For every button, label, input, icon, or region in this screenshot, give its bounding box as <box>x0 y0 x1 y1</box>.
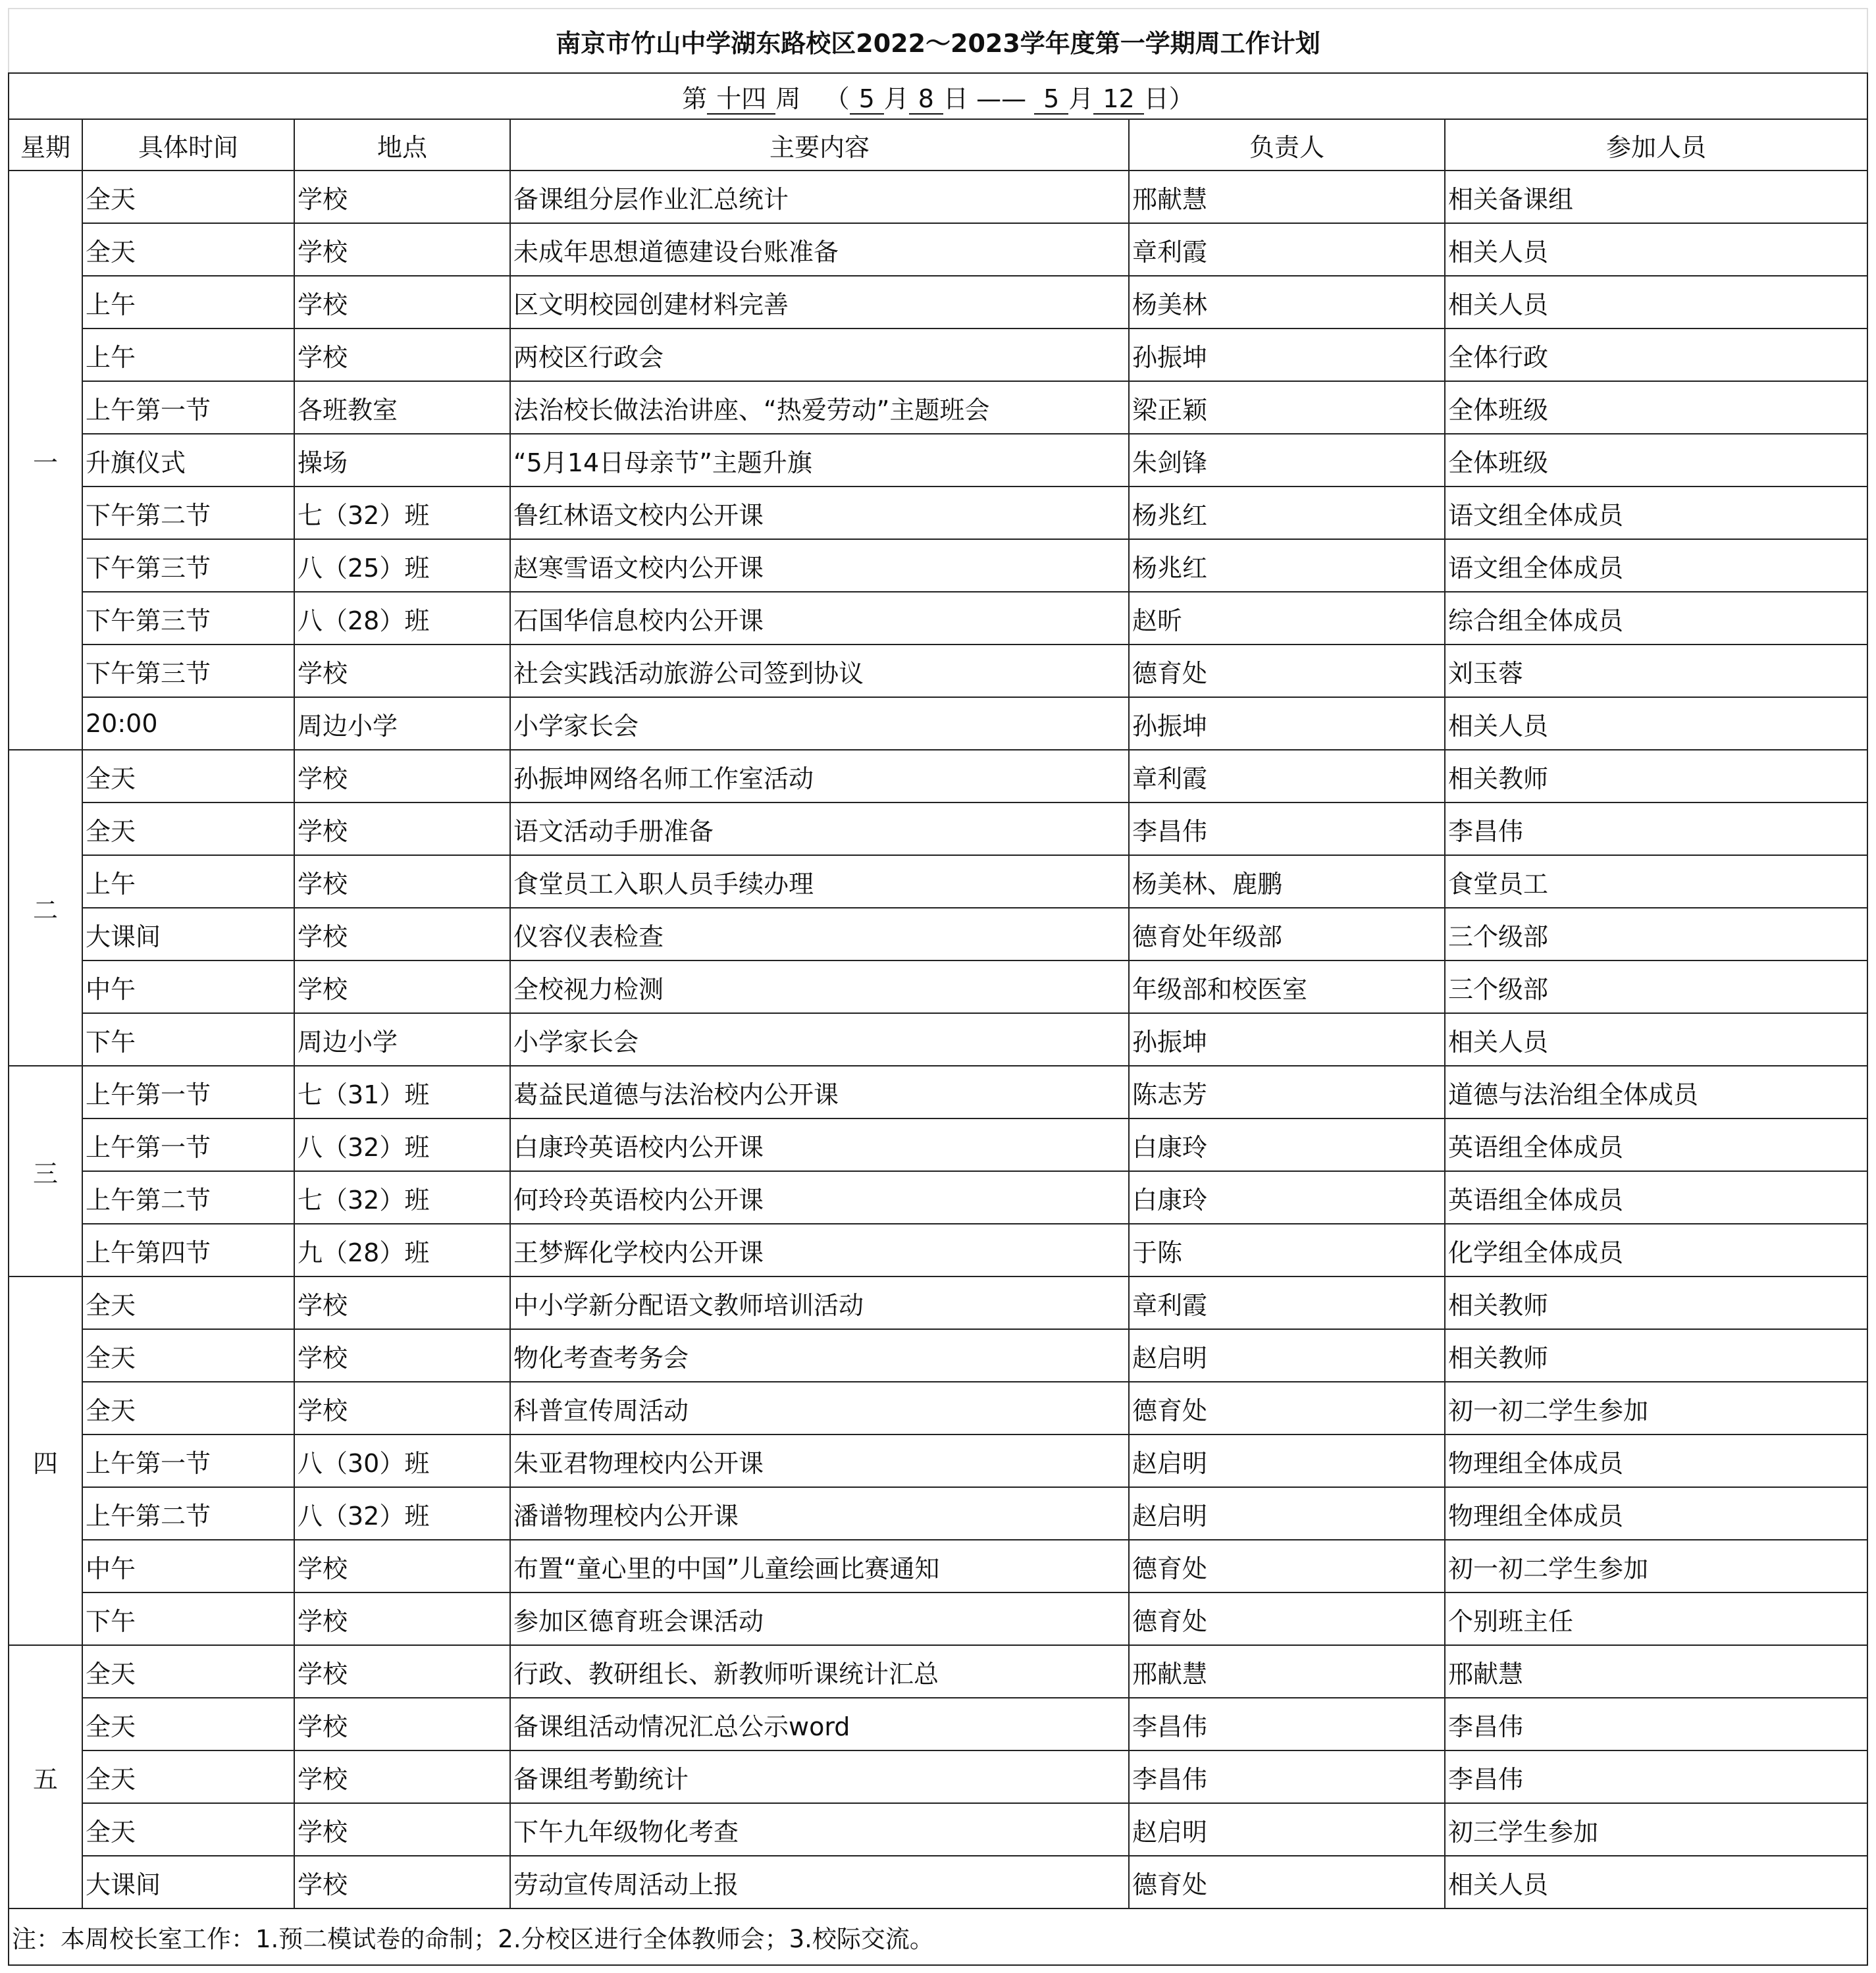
table-row <box>9 1434 1867 1487</box>
cell-time: 下午第二节 <box>82 487 294 539</box>
cell-participants: 全体班级 <box>1445 434 1867 487</box>
cell-location: 学校 <box>294 1382 510 1434</box>
cell-content: 备课组活动情况汇总公示word <box>510 1698 1129 1750</box>
cell-weekday: 四 <box>9 1276 82 1645</box>
week-yue-2: 月 <box>1068 84 1094 113</box>
week-yue-1: 月 <box>883 84 909 113</box>
table-row <box>9 1329 1867 1382</box>
cell-time: 上午第二节 <box>82 1171 294 1224</box>
cell-owner: 赵启明 <box>1129 1803 1445 1856</box>
cell-location: 七（32）班 <box>294 487 510 539</box>
cell-owner: 邢献慧 <box>1129 1645 1445 1698</box>
cell-owner: 白康玲 <box>1129 1118 1445 1171</box>
cell-location: 各班教室 <box>294 381 510 434</box>
week-range <box>9 73 1867 119</box>
cell-owner: 德育处 <box>1129 1540 1445 1592</box>
cell-participants: 全体班级 <box>1445 381 1867 434</box>
week-end-month: 5 <box>1034 84 1068 115</box>
header-owner: 负责人 <box>1129 119 1445 171</box>
cell-content: 全校视力检测 <box>510 960 1129 1013</box>
cell-location: 学校 <box>294 908 510 960</box>
cell-location: 学校 <box>294 645 510 697</box>
table-row <box>9 1118 1867 1171</box>
cell-time: 上午 <box>82 855 294 908</box>
cell-owner: 德育处 <box>1129 1856 1445 1908</box>
cell-content: 参加区德育班会课活动 <box>510 1592 1129 1645</box>
header-row <box>9 119 1867 171</box>
cell-location: 学校 <box>294 1329 510 1382</box>
table-row <box>9 1803 1867 1856</box>
table-row <box>9 1592 1867 1645</box>
cell-location: 周边小学 <box>294 697 510 750</box>
header-location: 地点 <box>294 119 510 171</box>
week-row <box>9 73 1867 119</box>
schedule-sheet <box>8 8 1867 1966</box>
table-row <box>9 434 1867 487</box>
cell-time: 全天 <box>82 171 294 223</box>
header-weekday: 星期 <box>9 119 82 171</box>
cell-content: 潘谱物理校内公开课 <box>510 1487 1129 1540</box>
cell-content: 小学家长会 <box>510 1013 1129 1066</box>
cell-time: 全天 <box>82 802 294 855</box>
week-end-day: 12 <box>1093 84 1143 115</box>
cell-location: 学校 <box>294 1276 510 1329</box>
table-row <box>9 1698 1867 1750</box>
cell-content: 未成年思想道德建设台账准备 <box>510 223 1129 276</box>
table-row <box>9 381 1867 434</box>
cell-time: 上午第一节 <box>82 1434 294 1487</box>
cell-participants: 李昌伟 <box>1445 1750 1867 1803</box>
table-row <box>9 1856 1867 1908</box>
cell-participants: 全体行政 <box>1445 329 1867 381</box>
cell-owner: 杨兆红 <box>1129 539 1445 592</box>
cell-content: 备课组分层作业汇总统计 <box>510 171 1129 223</box>
page-title: 南京市竹山中学湖东路校区2022～2023学年度第一学期周工作计划 <box>9 9 1867 73</box>
cell-time: 全天 <box>82 1750 294 1803</box>
cell-location: 操场 <box>294 434 510 487</box>
cell-time: 全天 <box>82 1382 294 1434</box>
cell-content: 社会实践活动旅游公司签到协议 <box>510 645 1129 697</box>
table-row <box>9 592 1867 645</box>
cell-owner: 杨美林 <box>1129 276 1445 329</box>
cell-location: 学校 <box>294 1592 510 1645</box>
cell-content: 葛益民道德与法治校内公开课 <box>510 1066 1129 1118</box>
table-row <box>9 908 1867 960</box>
cell-time: 全天 <box>82 1276 294 1329</box>
table-row <box>9 802 1867 855</box>
cell-owner: 李昌伟 <box>1129 1750 1445 1803</box>
cell-owner: 孙振坤 <box>1129 697 1445 750</box>
cell-time: 下午 <box>82 1013 294 1066</box>
cell-content: 行政、教研组长、新教师听课统计汇总 <box>510 1645 1129 1698</box>
cell-time: 下午第三节 <box>82 539 294 592</box>
cell-owner: 邢献慧 <box>1129 171 1445 223</box>
cell-location: 学校 <box>294 855 510 908</box>
cell-participants: 道德与法治组全体成员 <box>1445 1066 1867 1118</box>
cell-content: 物化考查考务会 <box>510 1329 1129 1382</box>
cell-time: 下午 <box>82 1592 294 1645</box>
cell-owner: 陈志芳 <box>1129 1066 1445 1118</box>
cell-owner: 年级部和校医室 <box>1129 960 1445 1013</box>
table-row <box>9 276 1867 329</box>
cell-participants: 语文组全体成员 <box>1445 487 1867 539</box>
cell-participants: 相关教师 <box>1445 1329 1867 1382</box>
cell-owner: 章利霞 <box>1129 223 1445 276</box>
table-row <box>9 697 1867 750</box>
table-row <box>9 1540 1867 1592</box>
header-time: 具体时间 <box>82 119 294 171</box>
cell-content: 法治校长做法治讲座、“热爱劳动”主题班会 <box>510 381 1129 434</box>
table-row <box>9 223 1867 276</box>
cell-location: 九（28）班 <box>294 1224 510 1276</box>
cell-content: 朱亚君物理校内公开课 <box>510 1434 1129 1487</box>
cell-location: 学校 <box>294 329 510 381</box>
table-row <box>9 1382 1867 1434</box>
table-row <box>9 1066 1867 1118</box>
cell-participants: 相关人员 <box>1445 1013 1867 1066</box>
cell-participants: 综合组全体成员 <box>1445 592 1867 645</box>
cell-time: 20:00 <box>82 697 294 750</box>
cell-content: “5月14日母亲节”主题升旗 <box>510 434 1129 487</box>
week-dash: —— <box>976 84 1027 113</box>
cell-participants: 食堂员工 <box>1445 855 1867 908</box>
cell-location: 学校 <box>294 276 510 329</box>
cell-owner: 杨兆红 <box>1129 487 1445 539</box>
cell-owner: 杨美林、鹿鹏 <box>1129 855 1445 908</box>
cell-owner: 孙振坤 <box>1129 329 1445 381</box>
week-start-month: 5 <box>850 84 884 115</box>
week-ri-2: 日） <box>1143 84 1194 113</box>
cell-owner: 赵昕 <box>1129 592 1445 645</box>
cell-time: 上午第一节 <box>82 1118 294 1171</box>
cell-location: 学校 <box>294 171 510 223</box>
cell-time: 上午第二节 <box>82 1487 294 1540</box>
cell-participants: 相关教师 <box>1445 1276 1867 1329</box>
weekly-plan-table <box>8 8 1868 1966</box>
cell-time: 下午第三节 <box>82 592 294 645</box>
table-row <box>9 960 1867 1013</box>
cell-content: 小学家长会 <box>510 697 1129 750</box>
cell-participants: 语文组全体成员 <box>1445 539 1867 592</box>
table-row <box>9 487 1867 539</box>
cell-participants: 物理组全体成员 <box>1445 1434 1867 1487</box>
cell-location: 八（30）班 <box>294 1434 510 1487</box>
table-row <box>9 1750 1867 1803</box>
table-row <box>9 645 1867 697</box>
cell-content: 鲁红林语文校内公开课 <box>510 487 1129 539</box>
cell-owner: 德育处年级部 <box>1129 908 1445 960</box>
note-row <box>9 1908 1867 1965</box>
table-row <box>9 1224 1867 1276</box>
table-row <box>9 1276 1867 1329</box>
header-content: 主要内容 <box>510 119 1129 171</box>
week-ri-1: 日 <box>943 84 968 113</box>
table-row <box>9 855 1867 908</box>
cell-participants: 相关人员 <box>1445 276 1867 329</box>
cell-participants: 初三学生参加 <box>1445 1803 1867 1856</box>
cell-time: 全天 <box>82 1698 294 1750</box>
week-zhou: 周 <box>775 84 801 113</box>
cell-participants: 李昌伟 <box>1445 1698 1867 1750</box>
cell-weekday: 三 <box>9 1066 82 1276</box>
cell-time: 上午第四节 <box>82 1224 294 1276</box>
cell-content: 区文明校园创建材料完善 <box>510 276 1129 329</box>
cell-location: 学校 <box>294 750 510 802</box>
table-row <box>9 1487 1867 1540</box>
cell-content: 两校区行政会 <box>510 329 1129 381</box>
cell-owner: 赵启明 <box>1129 1329 1445 1382</box>
cell-location: 学校 <box>294 1750 510 1803</box>
cell-time: 大课间 <box>82 908 294 960</box>
table-row <box>9 539 1867 592</box>
cell-location: 学校 <box>294 1803 510 1856</box>
cell-time: 大课间 <box>82 1856 294 1908</box>
cell-location: 学校 <box>294 802 510 855</box>
cell-owner: 朱剑锋 <box>1129 434 1445 487</box>
cell-content: 王梦辉化学校内公开课 <box>510 1224 1129 1276</box>
cell-location: 学校 <box>294 1540 510 1592</box>
cell-participants: 初一初二学生参加 <box>1445 1382 1867 1434</box>
cell-participants: 英语组全体成员 <box>1445 1118 1867 1171</box>
cell-location: 周边小学 <box>294 1013 510 1066</box>
cell-participants: 三个级部 <box>1445 908 1867 960</box>
cell-participants: 化学组全体成员 <box>1445 1224 1867 1276</box>
cell-participants: 李昌伟 <box>1445 802 1867 855</box>
cell-owner: 德育处 <box>1129 1592 1445 1645</box>
cell-participants: 物理组全体成员 <box>1445 1487 1867 1540</box>
table-row <box>9 171 1867 223</box>
cell-weekday: 一 <box>9 171 82 750</box>
cell-content: 何玲玲英语校内公开课 <box>510 1171 1129 1224</box>
cell-participants: 刘玉蓉 <box>1445 645 1867 697</box>
cell-location: 学校 <box>294 960 510 1013</box>
cell-content: 下午九年级物化考查 <box>510 1803 1129 1856</box>
cell-owner: 赵启明 <box>1129 1487 1445 1540</box>
week-number: 十四 <box>707 84 775 115</box>
cell-participants: 个别班主任 <box>1445 1592 1867 1645</box>
cell-time: 上午 <box>82 276 294 329</box>
cell-owner: 章利霞 <box>1129 750 1445 802</box>
cell-participants: 相关人员 <box>1445 697 1867 750</box>
cell-participants: 相关人员 <box>1445 1856 1867 1908</box>
cell-weekday: 二 <box>9 750 82 1066</box>
table-row <box>9 1013 1867 1066</box>
cell-owner: 德育处 <box>1129 645 1445 697</box>
table-row <box>9 329 1867 381</box>
cell-location: 七（32）班 <box>294 1171 510 1224</box>
cell-location: 七（31）班 <box>294 1066 510 1118</box>
cell-location: 学校 <box>294 1856 510 1908</box>
cell-participants: 相关教师 <box>1445 750 1867 802</box>
cell-time: 下午第三节 <box>82 645 294 697</box>
cell-weekday: 五 <box>9 1645 82 1908</box>
table-row <box>9 1645 1867 1698</box>
cell-time: 全天 <box>82 750 294 802</box>
cell-owner: 章利霞 <box>1129 1276 1445 1329</box>
cell-location: 八（28）班 <box>294 592 510 645</box>
cell-participants: 三个级部 <box>1445 960 1867 1013</box>
week-di: 第 <box>682 84 708 113</box>
week-open-paren: （ <box>824 84 850 113</box>
cell-owner: 于陈 <box>1129 1224 1445 1276</box>
cell-time: 全天 <box>82 1803 294 1856</box>
cell-owner: 赵启明 <box>1129 1434 1445 1487</box>
cell-participants: 相关人员 <box>1445 223 1867 276</box>
cell-participants: 初一初二学生参加 <box>1445 1540 1867 1592</box>
footnote: 注：本周校长室工作：1.预二模试卷的命制；2.分校区进行全体教师会；3.校际交流。 <box>9 1908 1867 1965</box>
cell-location: 学校 <box>294 1698 510 1750</box>
cell-content: 布置“童心里的中国”儿童绘画比赛通知 <box>510 1540 1129 1592</box>
cell-content: 食堂员工入职人员手续办理 <box>510 855 1129 908</box>
header-participants: 参加人员 <box>1445 119 1867 171</box>
cell-owner: 李昌伟 <box>1129 802 1445 855</box>
cell-owner: 梁正颖 <box>1129 381 1445 434</box>
cell-location: 八（25）班 <box>294 539 510 592</box>
cell-time: 中午 <box>82 960 294 1013</box>
cell-location: 八（32）班 <box>294 1487 510 1540</box>
title-row <box>9 9 1867 73</box>
cell-content: 语文活动手册准备 <box>510 802 1129 855</box>
cell-time: 上午第一节 <box>82 1066 294 1118</box>
cell-time: 上午 <box>82 329 294 381</box>
cell-content: 仪容仪表检查 <box>510 908 1129 960</box>
cell-content: 赵寒雪语文校内公开课 <box>510 539 1129 592</box>
cell-owner: 李昌伟 <box>1129 1698 1445 1750</box>
week-start-day: 8 <box>909 84 943 115</box>
cell-owner: 白康玲 <box>1129 1171 1445 1224</box>
cell-time: 全天 <box>82 1329 294 1382</box>
cell-time: 中午 <box>82 1540 294 1592</box>
cell-participants: 相关备课组 <box>1445 171 1867 223</box>
cell-content: 备课组考勤统计 <box>510 1750 1129 1803</box>
cell-location: 学校 <box>294 223 510 276</box>
cell-location: 学校 <box>294 1645 510 1698</box>
cell-time: 上午第一节 <box>82 381 294 434</box>
cell-owner: 孙振坤 <box>1129 1013 1445 1066</box>
cell-content: 科普宣传周活动 <box>510 1382 1129 1434</box>
cell-content: 孙振坤网络名师工作室活动 <box>510 750 1129 802</box>
cell-participants: 英语组全体成员 <box>1445 1171 1867 1224</box>
cell-owner: 德育处 <box>1129 1382 1445 1434</box>
table-row <box>9 1171 1867 1224</box>
cell-time: 全天 <box>82 223 294 276</box>
cell-content: 石国华信息校内公开课 <box>510 592 1129 645</box>
cell-location: 八（32）班 <box>294 1118 510 1171</box>
cell-content: 中小学新分配语文教师培训活动 <box>510 1276 1129 1329</box>
cell-time: 升旗仪式 <box>82 434 294 487</box>
cell-time: 全天 <box>82 1645 294 1698</box>
cell-content: 白康玲英语校内公开课 <box>510 1118 1129 1171</box>
cell-participants: 邢献慧 <box>1445 1645 1867 1698</box>
cell-content: 劳动宣传周活动上报 <box>510 1856 1129 1908</box>
table-row <box>9 750 1867 802</box>
